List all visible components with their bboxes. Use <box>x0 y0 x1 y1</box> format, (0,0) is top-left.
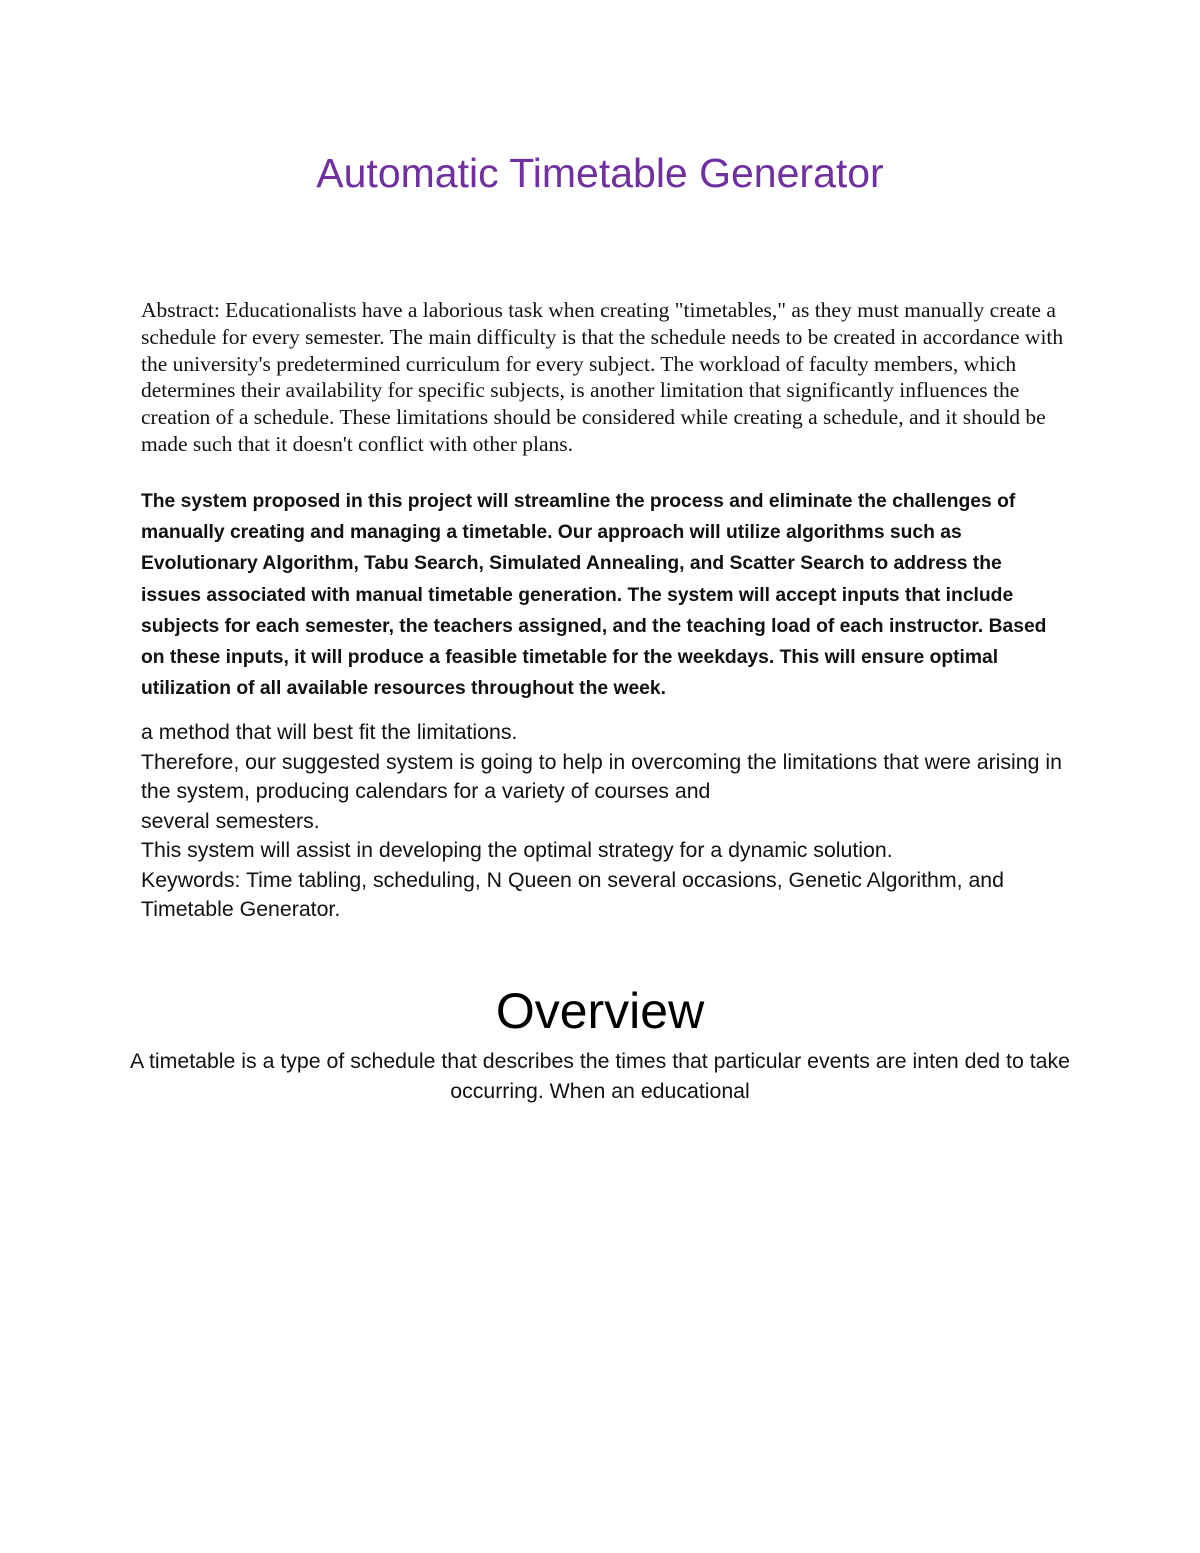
proposed-system-paragraph: The system proposed in this project will streamline the process and eliminate the challenges of manually creating and managing a timetable. Our approach will utilize algorithms such as Evolutionary Algorithm, Tabu Search, Simulated Annealing, and Scatter Search to address the issues associated with manual timetable generation. The system will accept inputs that include subjects for each semester, the teachers assigned, and the teaching load of each instructor. Based on these inputs, it will produce a feasible timetable for the weekdays. This will ensure optimal utilization of all available resources throughout the week. <box>141 491 1047 700</box>
abstract-paragraph: Abstract: Educationalists have a laborious task when creating "timetables," as they must manually create a schedule for every semester. The main difficulty is that the schedule needs to be created in accordance with the university's predetermined curriculum for every subject. The workload of faculty members, which determines their availability for specific subjects, is another limitation that significantly influences the creation of a schedule. These limitations should be considered while creating a schedule, and it should be made such that it doesn't conflict with other plans. <box>141 298 1064 456</box>
summary-block <box>141 718 1066 925</box>
document-title: Automatic Timetable Generator <box>316 150 884 196</box>
semesters-line: several semesters. <box>141 808 320 833</box>
keywords-line: Keywords: Time tabling, scheduling, N Queen on several occasions, Genetic Algorithm, and Timetable Generator. <box>141 867 1004 921</box>
overview-heading: Overview <box>495 983 705 1039</box>
assist-line: This system will assist in developing the optimal strategy for a dynamic solution. <box>141 838 893 862</box>
overview-paragraph: A timetable is a type of schedule that describes the times that particular events are inten ded to take occurring. When an educational <box>130 1049 1070 1103</box>
therefore-line: Therefore, our suggested system is going to help in overcoming the limitations that were arising in the system, producing calendars for a variety of courses and <box>141 749 1062 803</box>
method-line: a method that will best fit the limitations. <box>141 720 518 744</box>
